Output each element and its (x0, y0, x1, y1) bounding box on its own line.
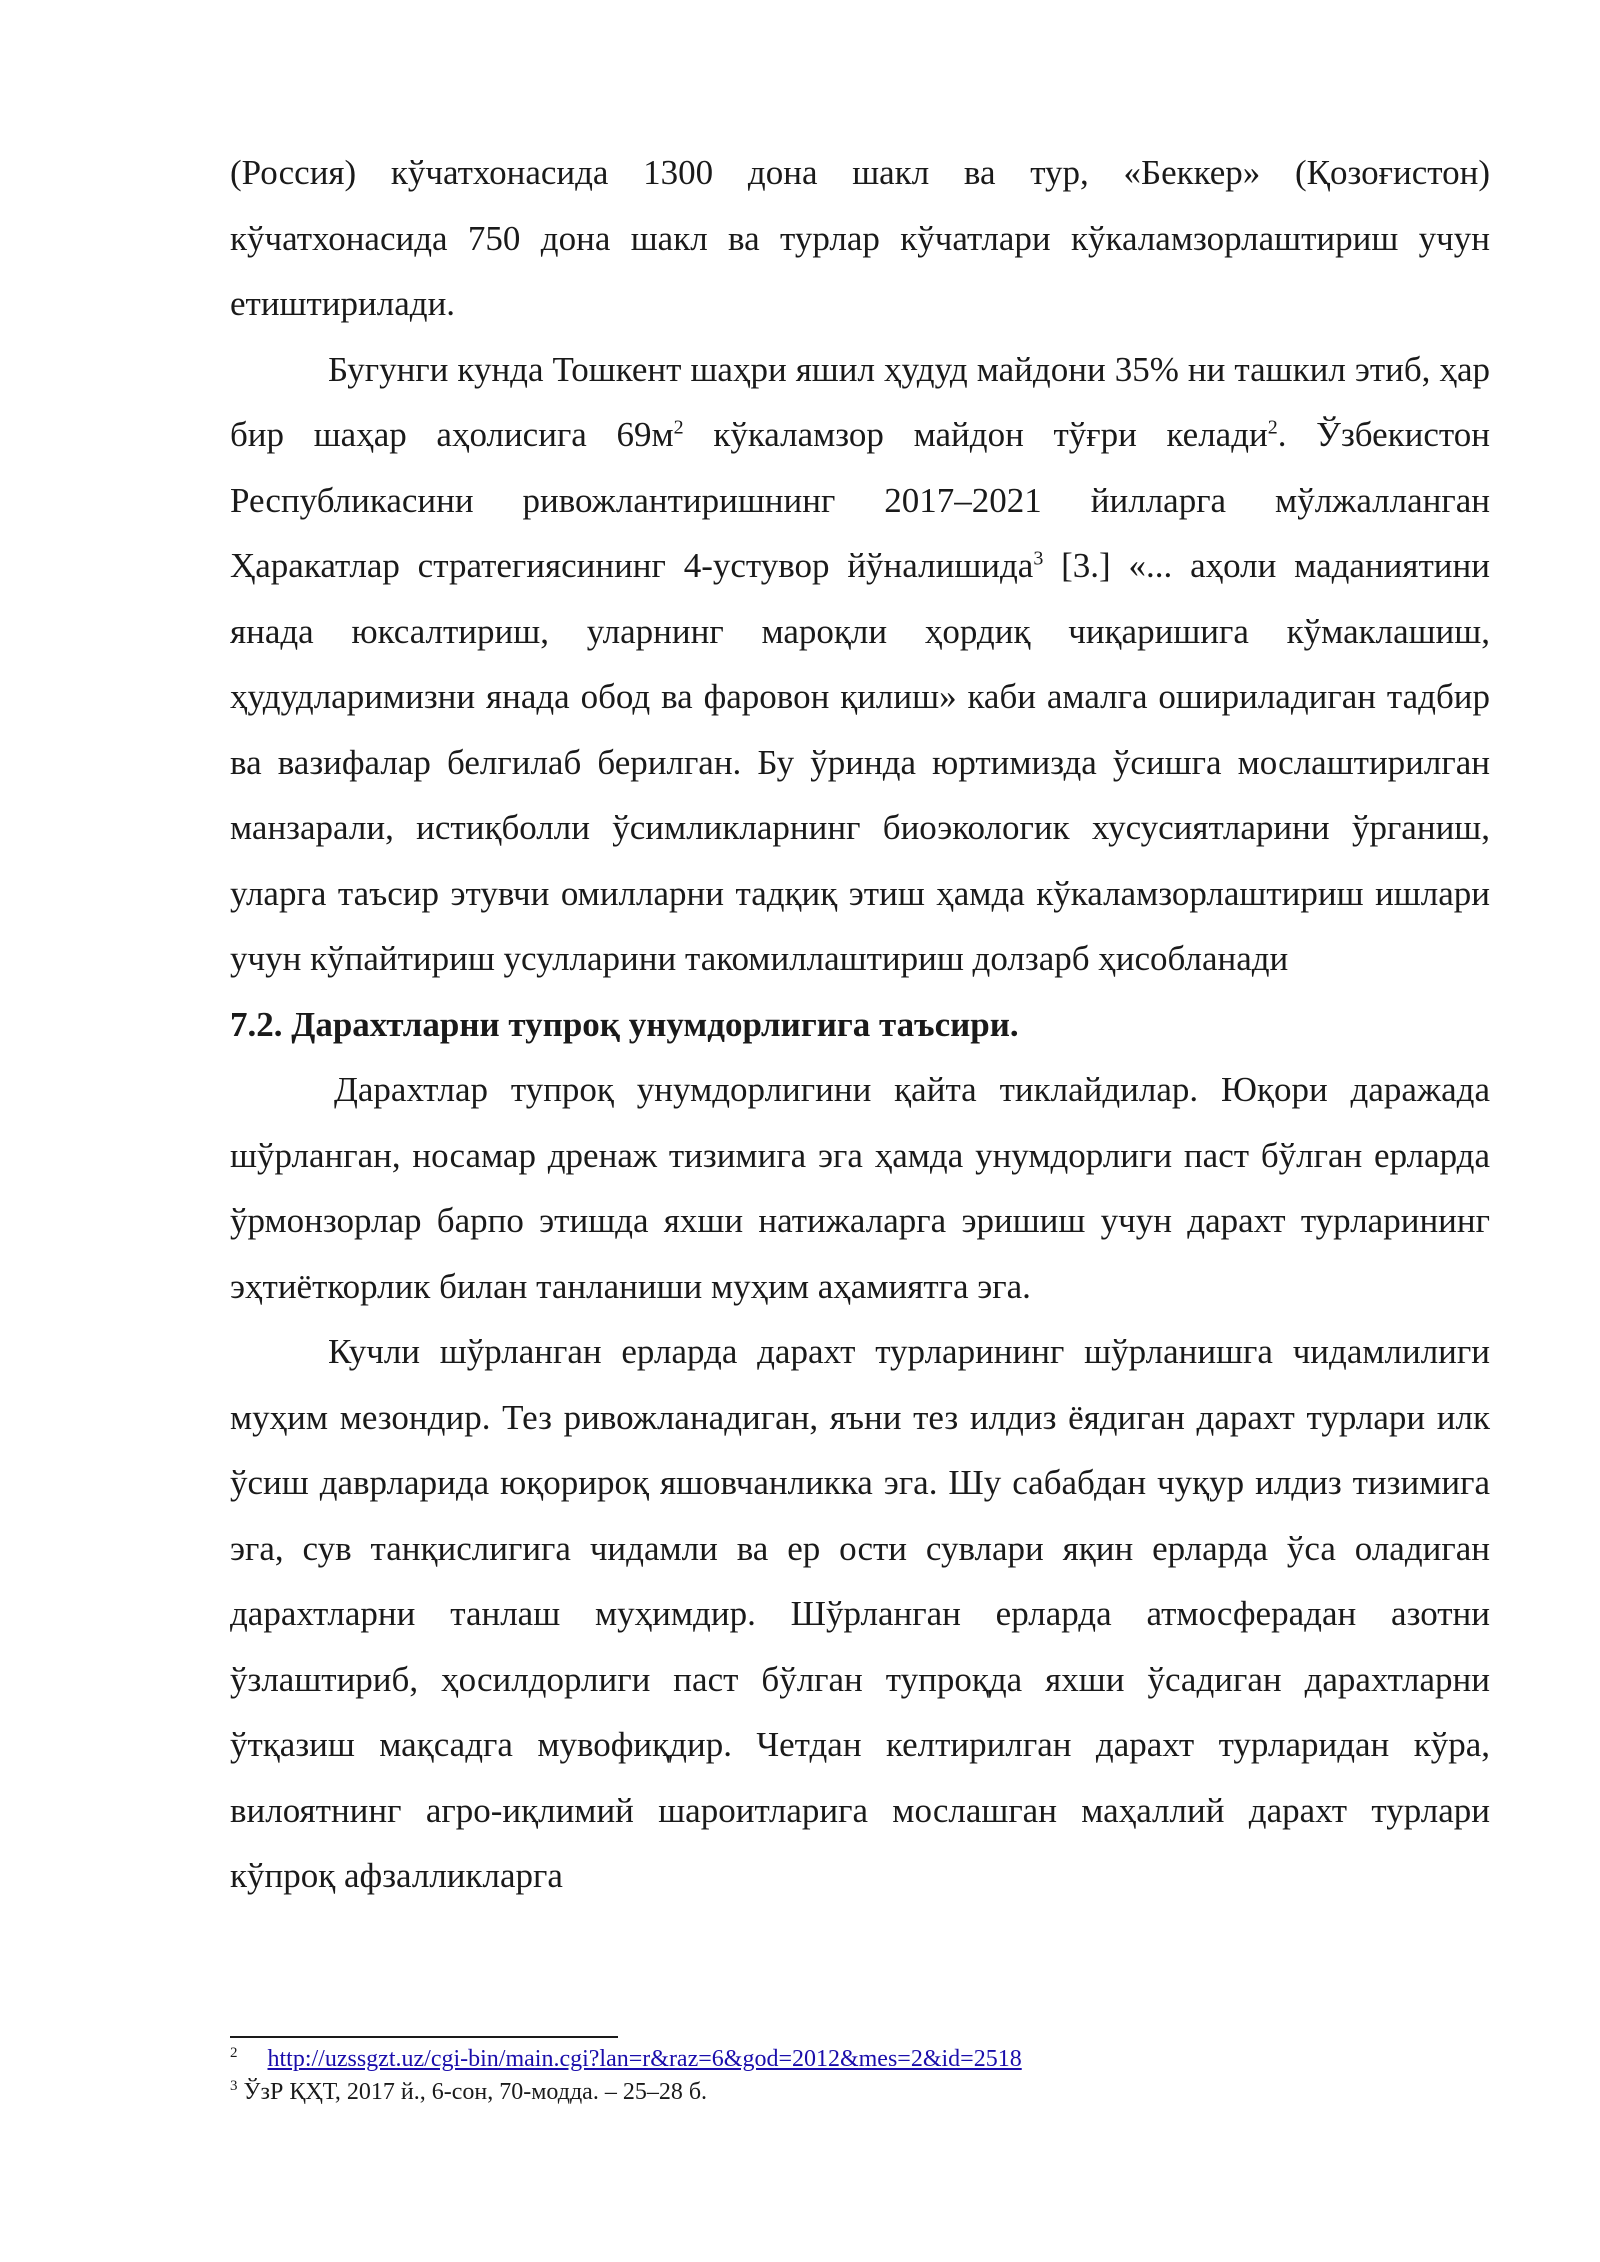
footnote-2 (230, 2043, 1490, 2076)
footnote-mark: 2 (230, 2045, 238, 2061)
paragraph-4: Кучли шўрланган ерларда дарахт турларининг шўрланишга чидамлилиги муҳим мезондир. Тез ривожланадиган, яъни тез илдиз ёядиган дарахт турлари илк ўсиш даврларида юқорироқ яшовчанликка эга. Шу сабабдан чуқур илдиз тизимига эга, сув танқислигига чидамли ва ер ости сувлари яқин ерларда ўса оладиган дарахтларни танлаш муҳимдир. Шўрланган ерларда атмосферадан азотни ўзлаштириб, ҳосилдорлиги паст бўлган тупроқда яхши ўсадиган дарахтларни ўтқазиш мақсадга мувофиқдир. Четдан келтирилган дарахт турларидан кўра, вилоятнинг агро-иқлимий шароитларига мослашган маҳаллий дарахт турлари кўпроқ афзалликларга (230, 1332, 1490, 1895)
paragraph-3: Дарахтлар тупроқ унумдорлигини қайта тиклайдилар. Юқори даражада шўрланган, носамар дренаж тизимига эга ҳамда унумдорлиги паст бўлган ерларда ўрмонзорлар барпо этишда яхши натижаларга эришиш учун дарахт турларининг эҳтиёткорлик билан танланиши муҳим аҳамиятга эга. (230, 1070, 1490, 1306)
footnote-3 (230, 2076, 1490, 2109)
paragraph-2-part-3: . Ўзбекистон Республикасини ривожлантиришнинг 2017–2021 йилларга мўлжалланган Ҳаракатлар стратегиясининг 4-устувор йўналишида (230, 415, 1490, 585)
paragraph-2-part-1: Бугунги кунда Тошкент шаҳри яшил ҳудуд майдони 35% ни ташкил этиб, ҳар бир шаҳар аҳолисига 69м (230, 349, 1490, 454)
footnote-ref-3[interactable]: 3 (1033, 547, 1044, 570)
footnote-separator (230, 2036, 618, 2038)
paragraph-1: (Россия) кўчатхонасида 1300 дона шакл ва тур, «Беккер» (Қозоғистон) кўчатхонасида 750 дона шакл ва турлар кўчатлари кўкаламзорлаштириш учун етиштирилади. (230, 153, 1490, 323)
area-superscript: 2 (673, 416, 684, 439)
footnotes (230, 2043, 1490, 2109)
section-heading: 7.2. Дарахтларни тупроқ унумдорлигига таъсири. (230, 1004, 1019, 1044)
footnote-mark: 3 (230, 2078, 238, 2094)
main-text (230, 140, 1490, 1909)
paragraph-2-part-4: [3.] «... аҳоли маданиятини янада юксалтириш, уларнинг мароқли ҳордиқ чиқаришига кўмаклашиш, ҳудудларимизни янада обод ва фаровон қилиш» каби амалга ошириладиган тадбир ва вазифалар белгилаб берилган. Бу ўринда юртимизда ўсишга мослаштирилган манзарали, истиқболли ўсимликларнинг биоэкологик хусусиятларини ўрганиш, уларга таъсир этувчи омилларни тадқиқ этиш ҳамда кўкаламзорлаштириш ишлари учун кўпайтириш усулларини такомиллаштириш долзарб ҳисобланади (230, 546, 1490, 978)
footnote-ref-2[interactable]: 2 (1267, 416, 1278, 439)
paragraph-2 (230, 337, 1490, 992)
paragraph-2-part-2: кўкаламзор майдон тўғри келади (683, 415, 1268, 454)
footnote-text: ЎзР ҚҲТ, 2017 й., 6-сон, 70-модда. – 25–28 б. (243, 2079, 708, 2105)
footnote-link[interactable]: http://uzssgzt.uz/cgi-bin/main.cgi?lan=r&raz=6&god=2012&mes=2&id=2518 (267, 2046, 1022, 2072)
